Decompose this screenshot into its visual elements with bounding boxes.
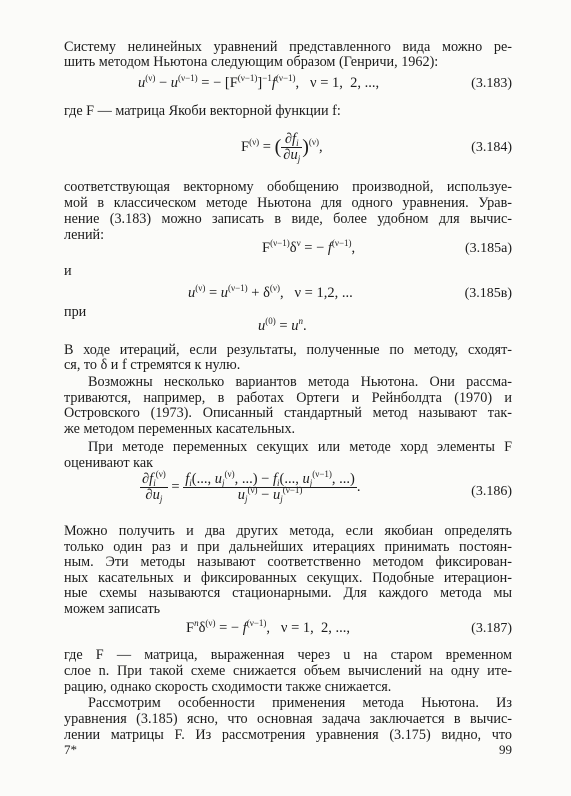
text-line: ся, то δ и f стремятся к нулю. [64, 357, 241, 373]
text-line: только один раз и при дальнейших итерациях принимать постоян- [64, 539, 512, 555]
text-line: ным. Эти методы называют соответственно методом фиксирован- [64, 554, 512, 570]
text-line: При методе переменных секущих или методе хорд элементы F [88, 439, 512, 455]
equation-number: (3.185в) [464, 286, 512, 301]
text-line: ных касательных и фиксированных секущих. Подобные итерацион- [64, 570, 512, 586]
text-line: мой в классическом методе Ньютона для одного уравнения. Урав- [64, 195, 512, 211]
equation-initial: $u^{(0)} = u^n$. [258, 316, 307, 334]
equation-3-186: $\frac{\partial f_i^{(\nu)}}{\partial u_j}$ = $\frac{f_i(..., u_j^{(\nu)}, ...) - f_i(..., u_j^{(\nu-1)}, ...)}{u_j^{(\nu)} - u_j^{(\nu-1)}}$ . [142, 469, 361, 504]
text-line: где F — матрица Якоби векторной функции f: [64, 103, 341, 119]
text-line: триваются, например, в работах Ортеги и Рейнболдта (1970) и [64, 390, 512, 406]
equation-number: (3.184) [471, 140, 512, 155]
text-line: Систему нелинейных уравнений представленного вида можно ре- [64, 39, 512, 55]
text-line: уравнения (3.185) ясно, что основная задача заключается в вычис- [64, 711, 512, 727]
equation-3-185b: $u^{(\nu)} = u^{(\nu-1)} + \delta^{(\nu)}$, ν = 1,2, ... [188, 283, 353, 301]
text-line: нение (3.183) можно записать в виде, более удобном для вычис- [64, 211, 512, 227]
text-line: лений: [64, 227, 105, 243]
text-word: при [64, 304, 87, 320]
text-line: Можно получить и два других метода, если якобиан определять [64, 523, 512, 539]
text-line: лении матрицы F. Из рассмотрения уравнения (3.175) видно, что [64, 727, 512, 743]
text-line: В ходе итераций, если результаты, полученные по методу, сходят- [64, 342, 512, 358]
text-line: рацию, однако скорость сходимости также снижается. [64, 679, 392, 695]
equation-3-184: $F^{(\nu)}$ = ( $\frac{\partial f_i}{\partial u_j}$ )$^{(\nu)}$, [241, 131, 323, 164]
text-line: где F — матрица, выраженная через u на старом временном [64, 647, 512, 663]
text-line: Островского (1973). Описанный стандартный метод называют так- [64, 405, 512, 421]
text-line: соответствующая векторному обобщению производной, используе- [64, 179, 512, 195]
equation-3-187: $F^n\delta^{(\nu)}$ = − $f^{(\nu-1)}$, ν = 1, 2, ..., [186, 618, 351, 636]
text-line: Возможны несколько вариантов метода Ньютона. Они рассма- [88, 374, 512, 390]
equation-number: (3.187) [471, 621, 512, 636]
text-line: ные схемы называются стационарными. Для каждого метода мы [64, 585, 512, 601]
equation-number: (3.186) [471, 484, 512, 499]
text-line: слое n. При такой схеме снижается объем вычислений на одну ите- [64, 663, 512, 679]
equation-number: (3.183) [471, 76, 512, 91]
text-line: можем записать [64, 601, 161, 617]
page-number: 99 [499, 742, 512, 757]
text-word: и [64, 263, 72, 279]
equation-3-185a: $F^{(\nu-1)}\delta^\nu$ = − $f^{(\nu-1)}$, [262, 238, 356, 256]
text-line: Рассмотрим особенности применения метода Ньютона. Из [88, 695, 512, 711]
equation-number: (3.185а) [464, 241, 512, 256]
equation-3-183: $u^{(\nu)} - u^{(\nu-1)}$ = − $[F^{(\nu-1)}]^{-1}f^{(\nu-1)}$, ν = 1, 2, ..., [138, 73, 380, 91]
text-line: оценивают как [64, 455, 154, 471]
signature-mark: 7* [64, 742, 77, 757]
text-line: шить методом Ньютона следующим образом (Генричи, 1962): [64, 54, 439, 70]
text-line: же методом переменных касательных. [64, 421, 296, 437]
